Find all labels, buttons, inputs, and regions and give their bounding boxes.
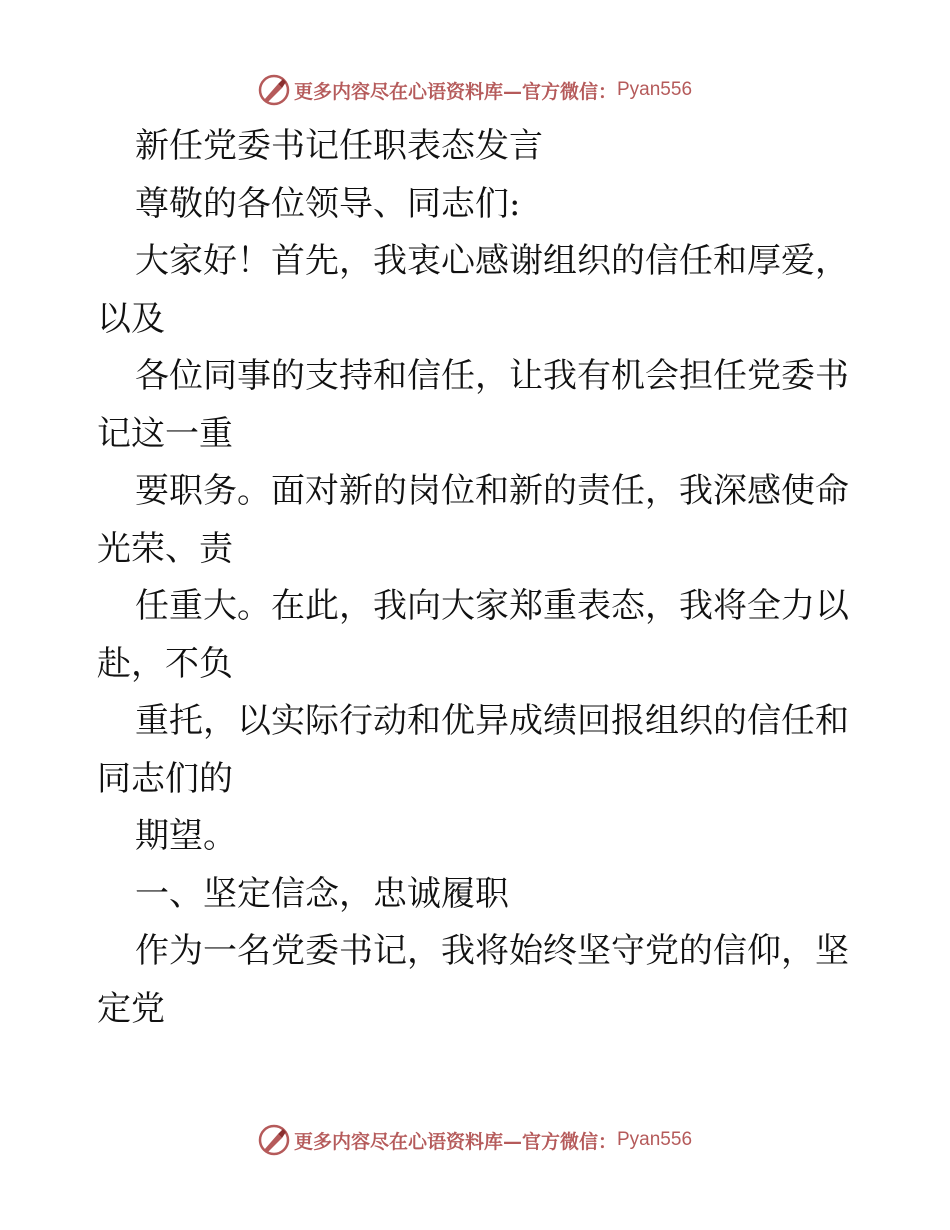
paragraph-line: 光荣、责 xyxy=(97,528,233,569)
watermark-text: 更多内容尽在心语资料库—官方微信： xyxy=(293,1130,617,1153)
paragraph-line: 期望。 xyxy=(135,816,237,856)
pen-logo-icon xyxy=(258,74,290,106)
watermark-wechat-id: Pyan556 xyxy=(617,1129,693,1150)
watermark-banner-bottom xyxy=(0,1120,950,1160)
paragraph-line: 各位同事的支持和信任，让我有机会担任党委书 xyxy=(135,356,849,396)
watermark-wechat-id: Pyan556 xyxy=(617,79,693,100)
paragraph-line: 记这一重 xyxy=(97,413,233,454)
paragraph-line: 以及 xyxy=(97,298,165,339)
paragraph-line: 定党 xyxy=(97,988,165,1029)
paragraph-line: 作为一名党委书记，我将始终坚守党的信仰，坚 xyxy=(135,931,849,971)
paragraph-line: 任重大。在此，我向大家郑重表态，我将全力以 xyxy=(135,586,849,626)
paragraph-line: 重托，以实际行动和优异成绩回报组织的信任和 xyxy=(135,701,849,741)
paragraph-line: 要职务。面对新的岗位和新的责任，我深感使命 xyxy=(135,471,849,511)
pen-logo-icon xyxy=(258,1124,290,1156)
paragraph-line: 同志们的 xyxy=(97,758,233,799)
salutation: 尊敬的各位领导、同志们: xyxy=(135,183,521,224)
document-title: 新任党委书记任职表态发言 xyxy=(135,126,543,166)
watermark-banner-top xyxy=(0,70,950,110)
watermark-text: 更多内容尽在心语资料库—官方微信： xyxy=(293,80,617,103)
paragraph-line: 大家好！首先，我衷心感谢组织的信任和厚爱， xyxy=(135,241,849,281)
document-body xyxy=(97,118,857,1038)
paragraph-line: 赴，不负 xyxy=(97,643,233,684)
section-heading: 一、坚定信念，忠诚履职 xyxy=(135,873,509,914)
